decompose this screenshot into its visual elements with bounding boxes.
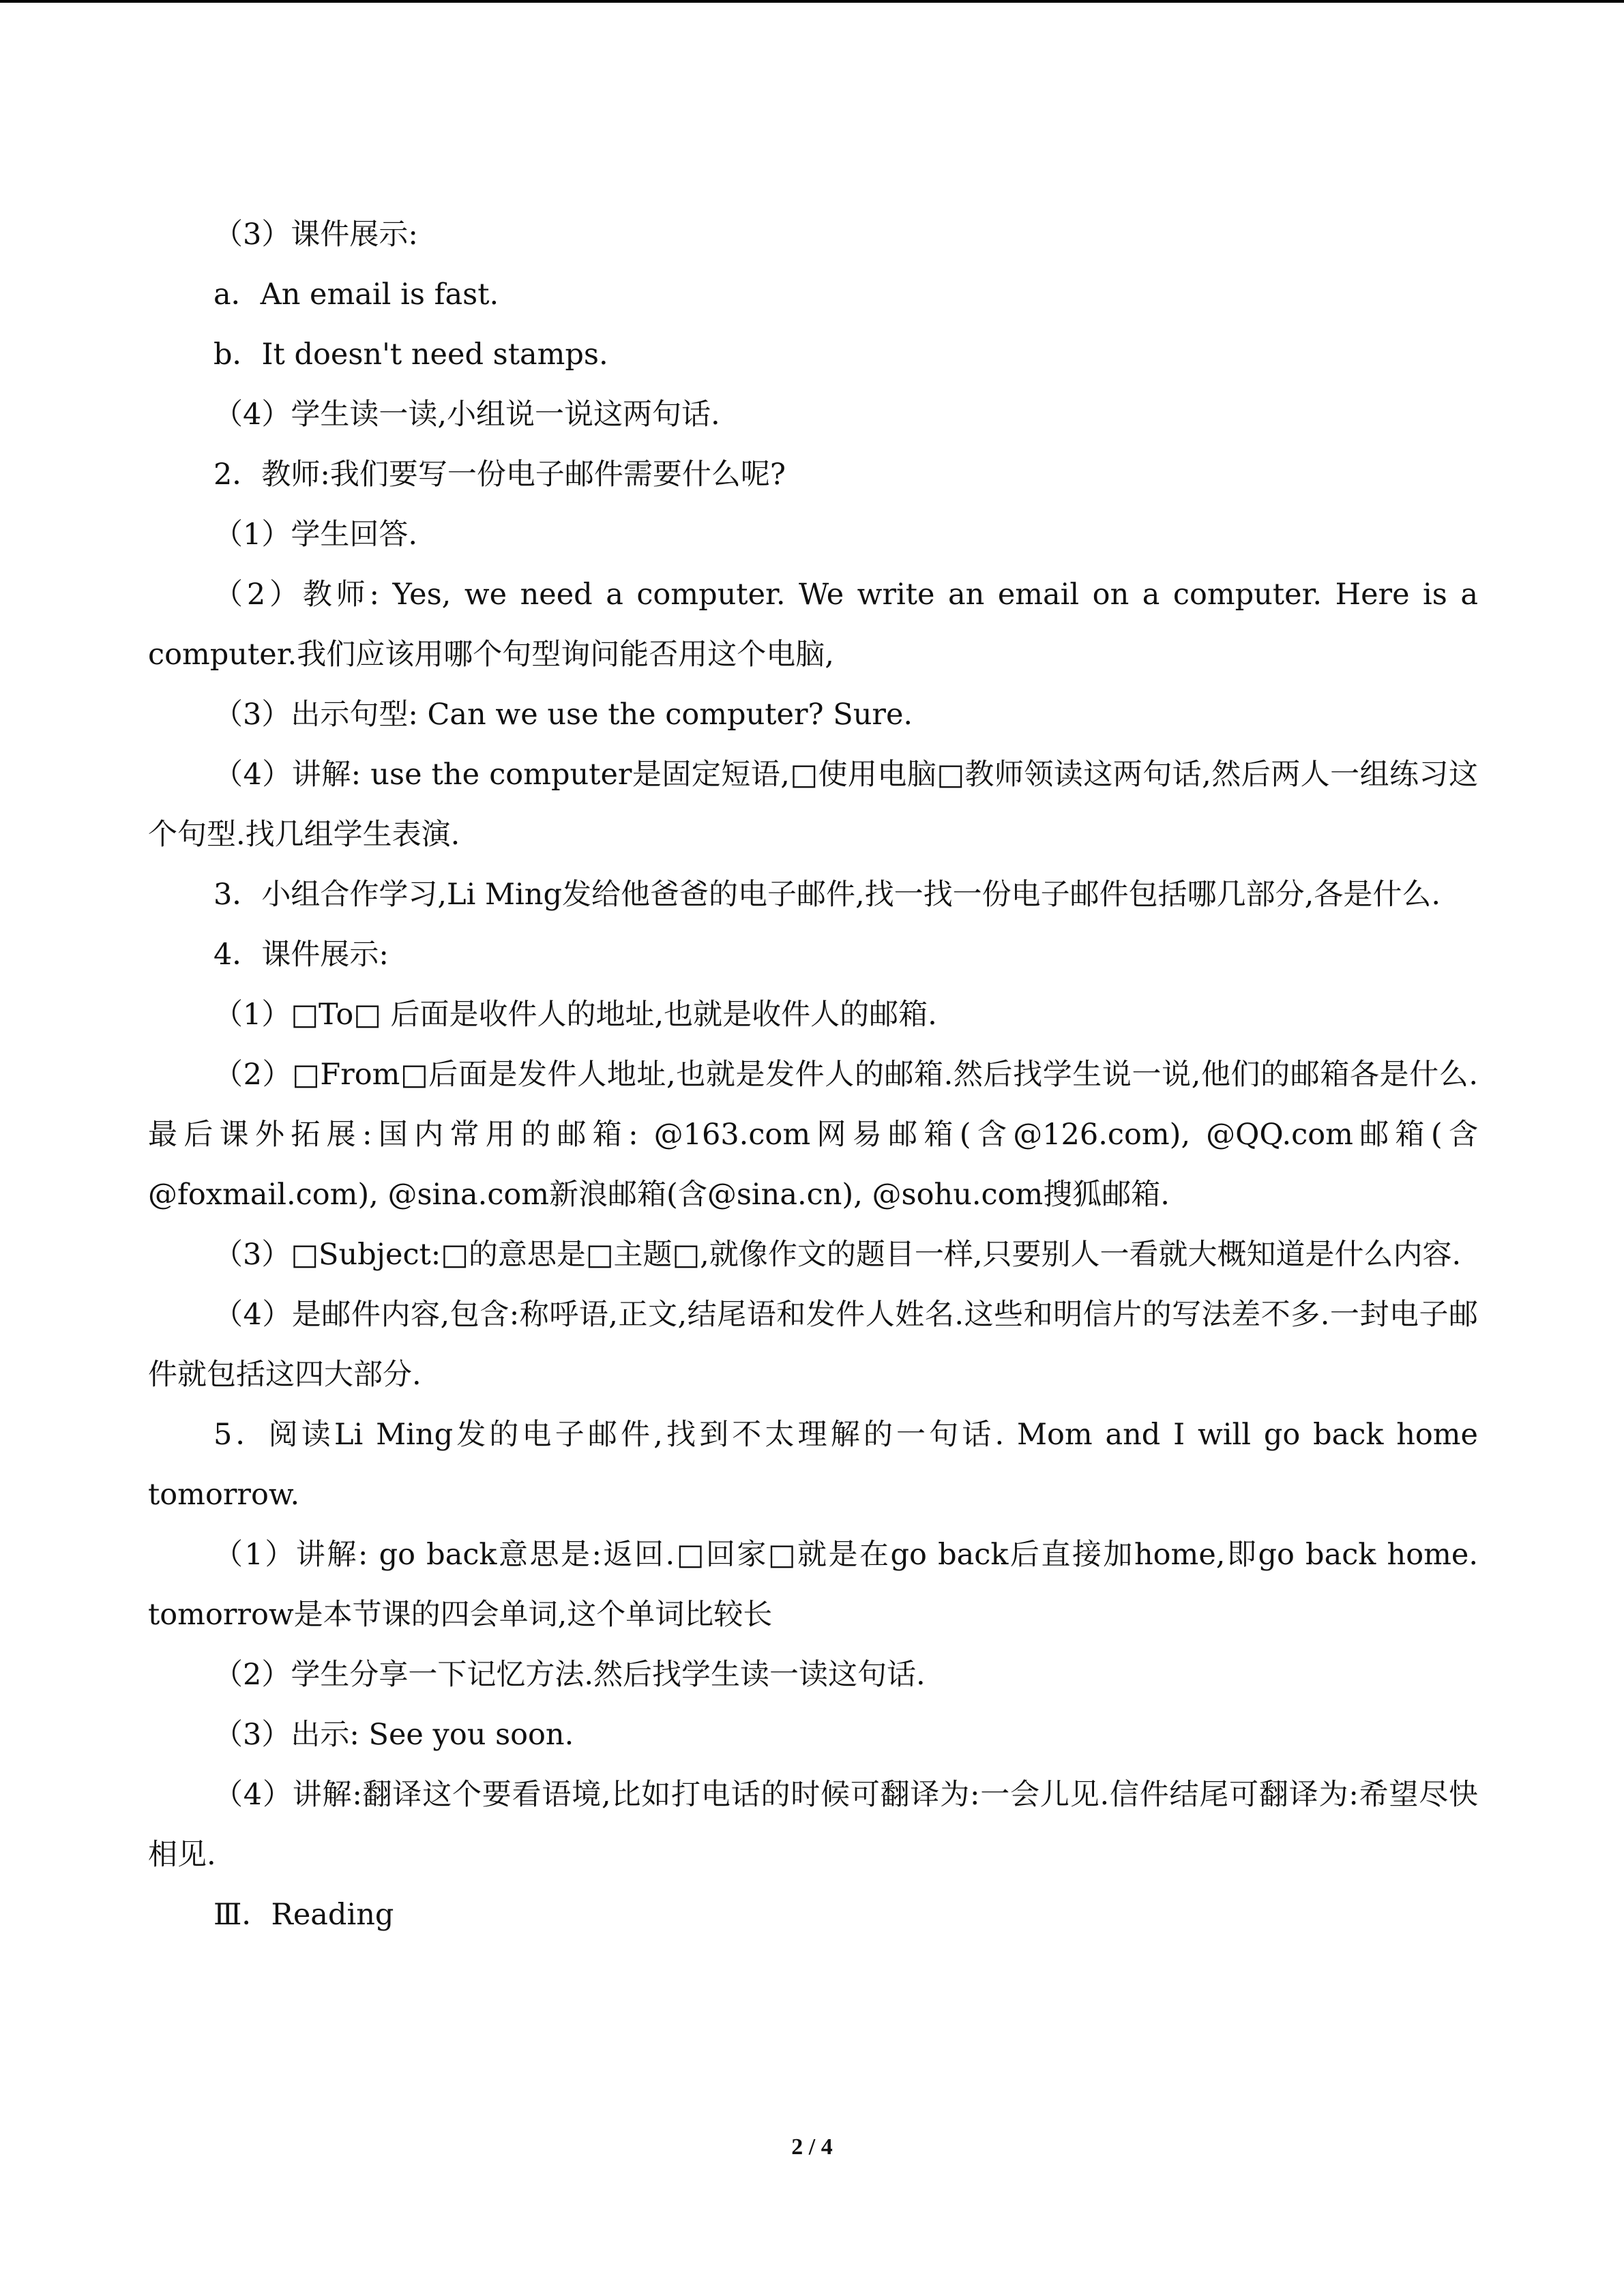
paragraph-17: （1）讲解: go back意思是:返回.□回家□就是在go back后直接加home,即go back home. tomorrow是本节课的四会单词,这个单词比较长 <box>148 1538 1478 1632</box>
paragraph-11: 4．课件展示: <box>213 938 389 972</box>
paragraph-14: （3）□Subject:□的意思是□主题□,就像作文的题目一样,只要别人一看就大概知道是什么内容. <box>213 1238 1462 1272</box>
document-body <box>148 205 1478 1945</box>
paragraph-12: （1）□To□ 后面是收件人的地址,也就是收件人的邮箱. <box>213 998 937 1032</box>
top-border <box>0 0 1624 3</box>
section-heading-reading: Ⅲ．Reading <box>213 1898 394 1932</box>
paragraph-9: （4）讲解: use the computer是固定短语,□使用电脑□教师领读这两句话,然后两人一组练习这个句型.找几组学生表演. <box>148 758 1478 852</box>
paragraph-10: 3．小组合作学习,Li Ming发给他爸爸的电子邮件,找一找一份电子邮件包括哪几部分,各是什么. <box>213 878 1441 912</box>
paragraph-13: （2）□From□后面是发件人地址,也就是发件人的邮箱.然后找学生说一说,他们的邮箱各是什么.最后课外拓展:国内常用的邮箱: @163.com网易邮箱(含@126.com), @QQ.com邮箱(含@foxmail.com), @sina.com新浪邮箱(含@sina.cn), @sohu.com搜狐邮箱. <box>148 1058 1478 1212</box>
paragraph-19: （3）出示: See you soon. <box>213 1718 574 1752</box>
paragraph-6: （1）学生回答. <box>213 518 418 552</box>
paragraph-20: （4）讲解:翻译这个要看语境,比如打电话的时候可翻译为:一会儿见.信件结尾可翻译为:希望尽快相见. <box>148 1778 1478 1872</box>
paragraph-2: a．An email is fast. <box>213 278 499 312</box>
paragraph-1: （3）课件展示: <box>213 218 418 252</box>
paragraph-16: 5．阅读Li Ming发的电子邮件,找到不太理解的一句话. Mom and I will go back home tomorrow. <box>148 1418 1478 1512</box>
paragraph-8: （3）出示句型: Can we use the computer? Sure. <box>213 698 913 732</box>
paragraph-5: 2．教师:我们要写一份电子邮件需要什么呢? <box>213 458 786 492</box>
paragraph-7: （2）教师: Yes, we need a computer. We write an email on a computer. Here is a computer.我们应该用哪个句型询问能否用这个电脑, <box>148 578 1478 672</box>
paragraph-18: （2）学生分享一下记忆方法.然后找学生读一读这句话. <box>213 1658 926 1692</box>
paragraph-3: b．It doesn't need stamps. <box>213 338 608 372</box>
paragraph-15: （4）是邮件内容,包含:称呼语,正文,结尾语和发件人姓名.这些和明信片的写法差不多.一封电子邮件就包括这四大部分. <box>148 1298 1478 1392</box>
paragraph-4: （4）学生读一读,小组说一说这两句话. <box>213 398 720 432</box>
page-number: 2 / 4 <box>791 2134 833 2160</box>
